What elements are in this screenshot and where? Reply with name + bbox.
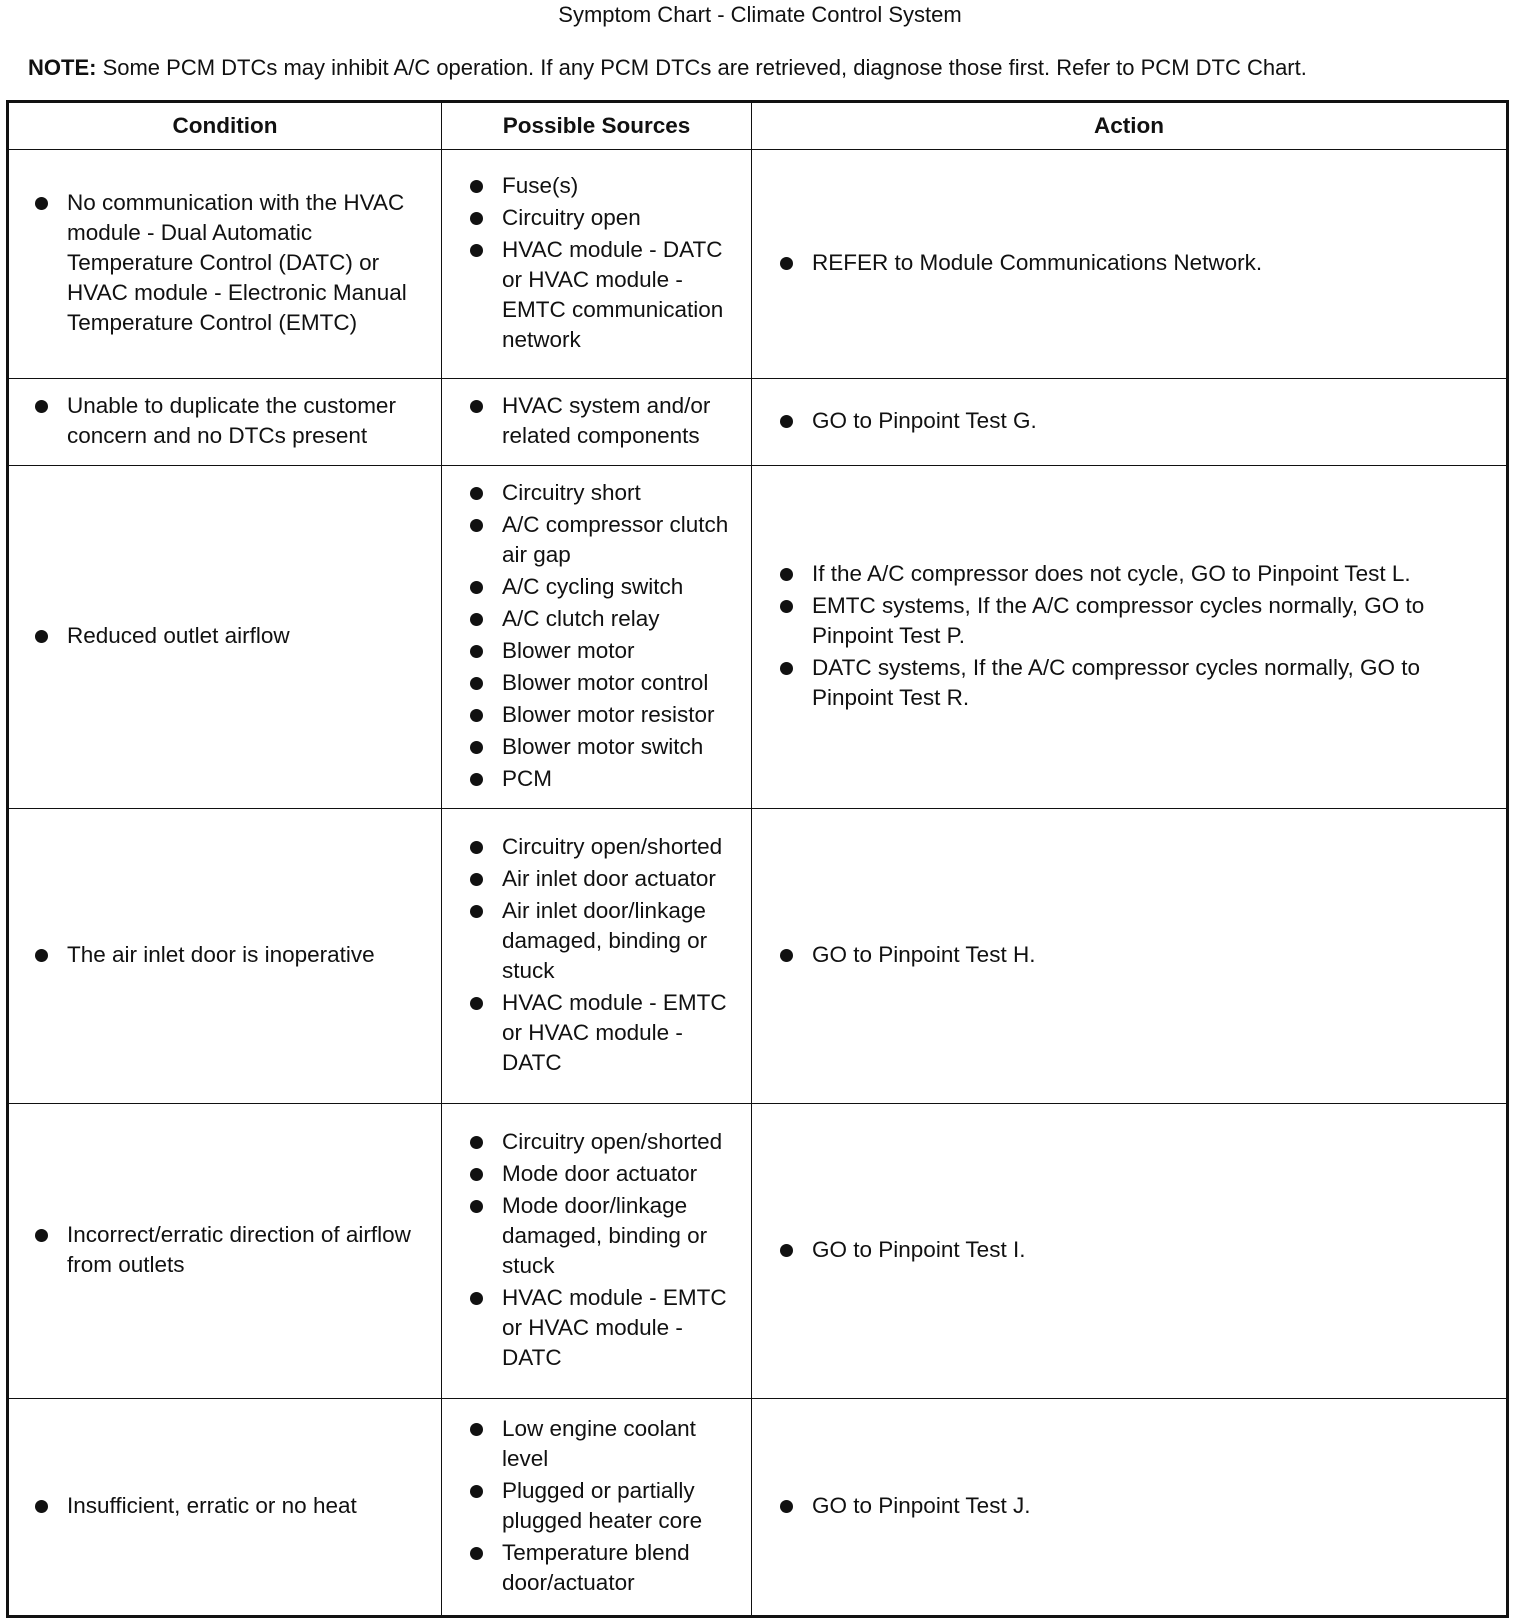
sources-cell	[442, 379, 752, 466]
source-item: Mode door/linkage damaged, binding or stuck	[446, 1191, 743, 1281]
source-item: Blower motor resistor	[446, 700, 743, 730]
source-item: A/C cycling switch	[446, 572, 743, 602]
source-item: HVAC system and/or related components	[446, 391, 743, 451]
source-item: HVAC module - DATC or HVAC module - EMTC communication network	[446, 235, 743, 355]
source-item: PCM	[446, 764, 743, 794]
symptom-chart-table	[6, 100, 1509, 1618]
condition-item: Reduced outlet airflow	[13, 621, 433, 651]
page-title: Symptom Chart - Climate Control System	[558, 2, 962, 27]
action-item: EMTC systems, If the A/C compressor cycles normally, GO to Pinpoint Test P.	[756, 591, 1498, 651]
condition-cell	[8, 150, 442, 379]
action-cell	[752, 379, 1508, 466]
source-item: Blower motor	[446, 636, 743, 666]
source-item: Blower motor switch	[446, 732, 743, 762]
table-row	[8, 379, 1508, 466]
sources-cell	[442, 1104, 752, 1399]
source-item: Low engine coolant level	[446, 1414, 743, 1474]
action-item: DATC systems, If the A/C compressor cycles normally, GO to Pinpoint Test R.	[756, 653, 1498, 713]
source-item: Circuitry open	[446, 203, 743, 233]
condition-cell	[8, 1399, 442, 1617]
source-item: Circuitry open/shorted	[446, 832, 743, 862]
action-item: GO to Pinpoint Test H.	[756, 940, 1498, 970]
table-row	[8, 1399, 1508, 1617]
header-row	[8, 102, 1508, 150]
action-item: GO to Pinpoint Test I.	[756, 1235, 1498, 1265]
action-item: If the A/C compressor does not cycle, GO to Pinpoint Test L.	[756, 559, 1498, 589]
condition-cell	[8, 1104, 442, 1399]
action-cell	[752, 466, 1508, 809]
source-item: HVAC module - EMTC or HVAC module - DATC	[446, 988, 743, 1078]
note-label: NOTE:	[28, 55, 97, 80]
action-item: REFER to Module Communications Network.	[756, 248, 1498, 278]
source-item: Air inlet door actuator	[446, 864, 743, 894]
table-row	[8, 1104, 1508, 1399]
condition-item: Unable to duplicate the customer concern and no DTCs present	[13, 391, 433, 451]
action-cell	[752, 1399, 1508, 1617]
header-action: Action	[752, 102, 1508, 150]
action-cell	[752, 1104, 1508, 1399]
source-item: HVAC module - EMTC or HVAC module - DATC	[446, 1283, 743, 1373]
condition-item: Insufficient, erratic or no heat	[13, 1491, 433, 1521]
source-item: Circuitry open/shorted	[446, 1127, 743, 1157]
condition-item: No communication with the HVAC module - Dual Automatic Temperature Control (DATC) or HVAC module - Electronic Manual Temperature Control (EMTC)	[13, 188, 433, 338]
source-item: Blower motor control	[446, 668, 743, 698]
source-item: Mode door actuator	[446, 1159, 743, 1189]
source-item: Plugged or partially plugged heater core	[446, 1476, 743, 1536]
action-cell	[752, 150, 1508, 379]
note	[28, 53, 1508, 83]
source-item: Air inlet door/linkage damaged, binding or stuck	[446, 896, 743, 986]
sources-cell	[442, 150, 752, 379]
condition-cell	[8, 379, 442, 466]
table-row	[8, 150, 1508, 379]
source-item: A/C clutch relay	[446, 604, 743, 634]
note-text: Some PCM DTCs may inhibit A/C operation. If any PCM DTCs are retrieved, diagnose those first. Refer to PCM DTC Chart.	[96, 55, 1307, 80]
source-item: Circuitry short	[446, 478, 743, 508]
condition-item: Incorrect/erratic direction of airflow from outlets	[13, 1220, 433, 1280]
condition-cell	[8, 466, 442, 809]
sources-cell	[442, 1399, 752, 1617]
action-item: GO to Pinpoint Test G.	[756, 406, 1498, 436]
source-item: A/C compressor clutch air gap	[446, 510, 743, 570]
header-possible-sources: Possible Sources	[442, 102, 752, 150]
action-item: GO to Pinpoint Test J.	[756, 1491, 1498, 1521]
sources-cell	[442, 466, 752, 809]
condition-cell	[8, 809, 442, 1104]
table-row	[8, 466, 1508, 809]
header-condition: Condition	[8, 102, 442, 150]
condition-item: The air inlet door is inoperative	[13, 940, 433, 970]
source-item: Temperature blend door/actuator	[446, 1538, 743, 1598]
action-cell	[752, 809, 1508, 1104]
table-row	[8, 809, 1508, 1104]
sources-cell	[442, 809, 752, 1104]
source-item: Fuse(s)	[446, 171, 743, 201]
